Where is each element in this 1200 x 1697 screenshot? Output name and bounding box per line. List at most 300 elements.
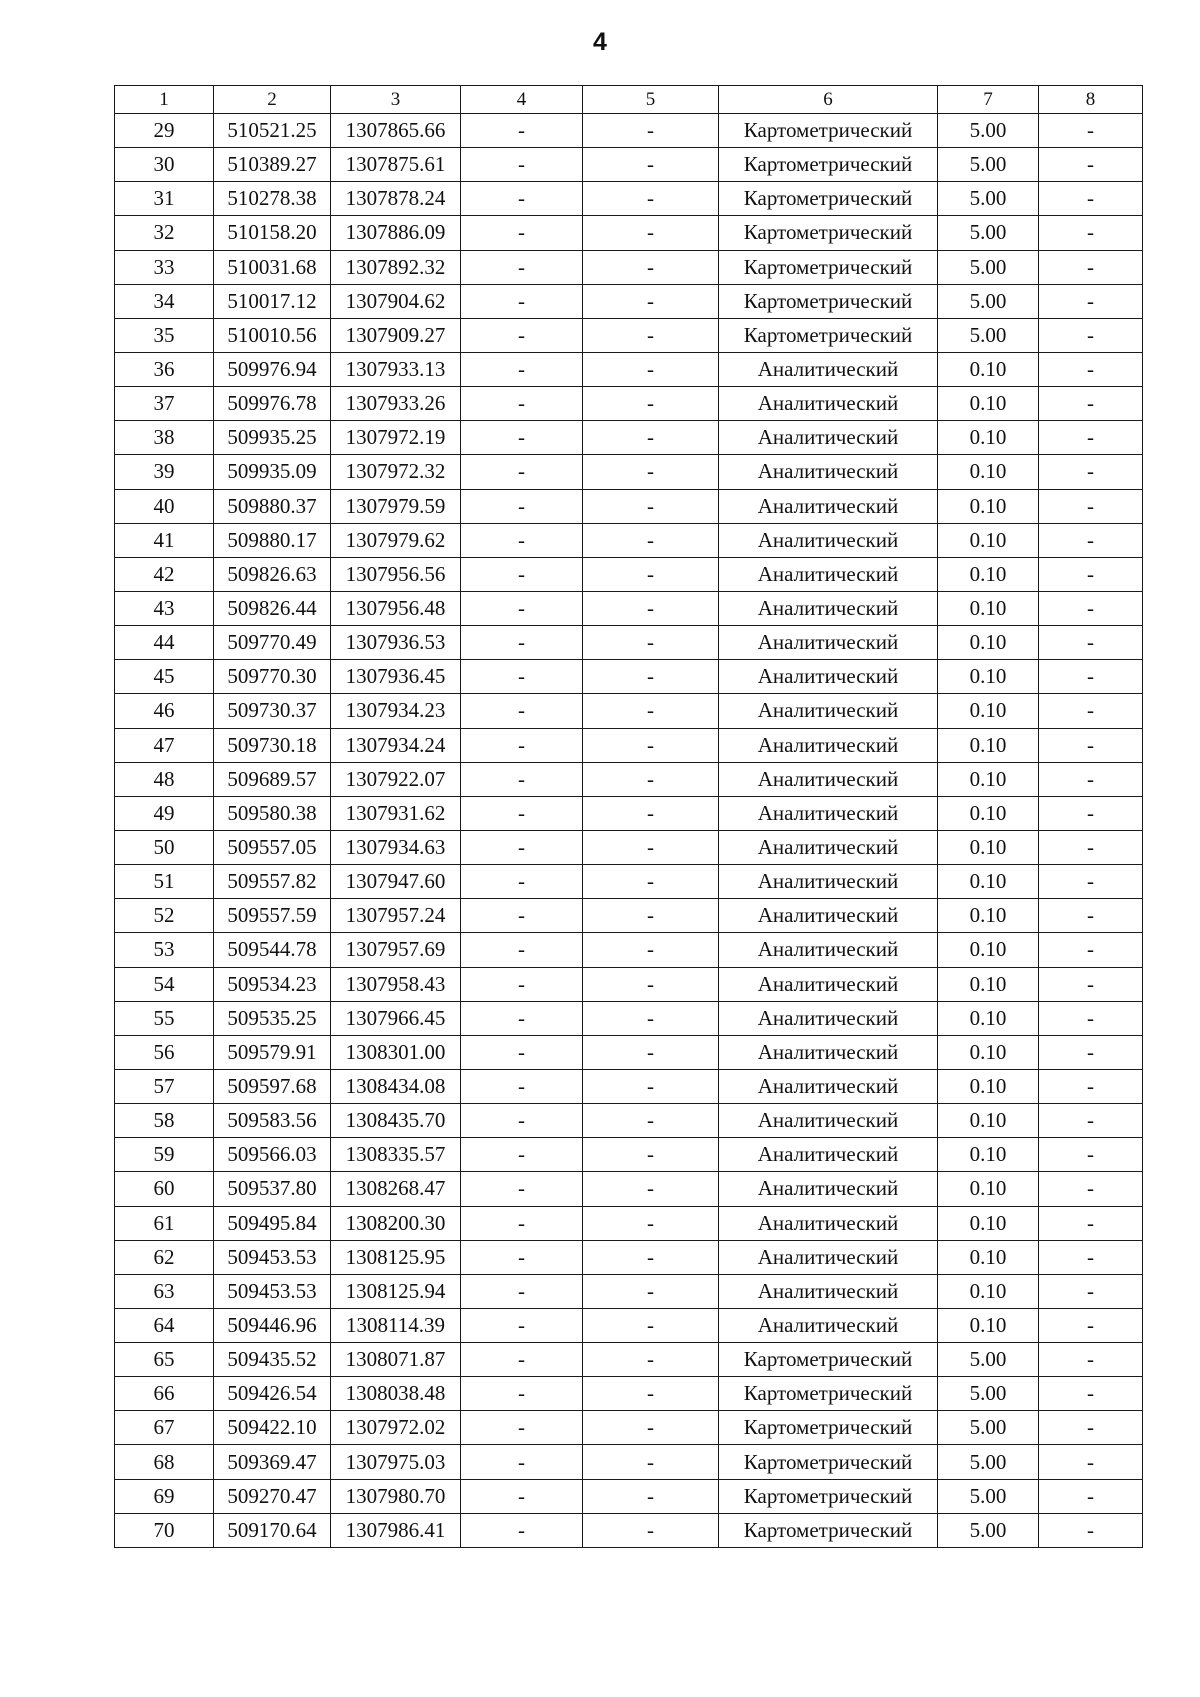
- method-cell: Картометрический: [719, 1445, 938, 1479]
- table-row: [115, 1001, 1143, 1035]
- col5-cell: -: [583, 523, 719, 557]
- col8-cell: -: [1039, 489, 1143, 523]
- col4-cell: -: [461, 182, 583, 216]
- x-coordinate-cell: 509730.37: [214, 694, 331, 728]
- method-cell: Картометрический: [719, 1343, 938, 1377]
- table-row: [115, 899, 1143, 933]
- col5-cell: -: [583, 1411, 719, 1445]
- col8-cell: -: [1039, 762, 1143, 796]
- col4-cell: -: [461, 1343, 583, 1377]
- method-cell: Аналитический: [719, 352, 938, 386]
- col5-cell: -: [583, 489, 719, 523]
- point-number-cell: 42: [115, 557, 214, 591]
- accuracy-cell: 0.10: [938, 1104, 1039, 1138]
- method-cell: Аналитический: [719, 523, 938, 557]
- method-cell: Аналитический: [719, 1172, 938, 1206]
- table-row: [115, 1445, 1143, 1479]
- method-cell: Аналитический: [719, 1206, 938, 1240]
- method-cell: Картометрический: [719, 114, 938, 148]
- point-number-cell: 57: [115, 1069, 214, 1103]
- x-coordinate-cell: 510017.12: [214, 284, 331, 318]
- y-coordinate-cell: 1307947.60: [331, 865, 461, 899]
- y-coordinate-cell: 1308038.48: [331, 1377, 461, 1411]
- y-coordinate-cell: 1307957.24: [331, 899, 461, 933]
- method-cell: Аналитический: [719, 694, 938, 728]
- y-coordinate-cell: 1307934.23: [331, 694, 461, 728]
- accuracy-cell: 0.10: [938, 830, 1039, 864]
- col5-cell: -: [583, 284, 719, 318]
- col8-cell: -: [1039, 626, 1143, 660]
- table-row: [115, 421, 1143, 455]
- x-coordinate-cell: 509426.54: [214, 1377, 331, 1411]
- col8-cell: -: [1039, 216, 1143, 250]
- accuracy-cell: 0.10: [938, 933, 1039, 967]
- col5-cell: -: [583, 728, 719, 762]
- col4-cell: -: [461, 523, 583, 557]
- col4-cell: -: [461, 1138, 583, 1172]
- table-row: [115, 1104, 1143, 1138]
- accuracy-cell: 0.10: [938, 899, 1039, 933]
- col8-cell: -: [1039, 1069, 1143, 1103]
- col8-cell: -: [1039, 933, 1143, 967]
- point-number-cell: 51: [115, 865, 214, 899]
- col5-cell: -: [583, 557, 719, 591]
- col8-cell: -: [1039, 1411, 1143, 1445]
- accuracy-cell: 0.10: [938, 1035, 1039, 1069]
- col8-cell: -: [1039, 1138, 1143, 1172]
- point-number-cell: 39: [115, 455, 214, 489]
- y-coordinate-cell: 1308125.94: [331, 1274, 461, 1308]
- accuracy-cell: 5.00: [938, 216, 1039, 250]
- method-cell: Аналитический: [719, 591, 938, 625]
- x-coordinate-cell: 509880.37: [214, 489, 331, 523]
- point-number-cell: 61: [115, 1206, 214, 1240]
- accuracy-cell: 0.10: [938, 728, 1039, 762]
- page-number: 4: [593, 28, 607, 56]
- y-coordinate-cell: 1307865.66: [331, 114, 461, 148]
- column-header: 7: [938, 86, 1039, 114]
- table-row: [115, 728, 1143, 762]
- y-coordinate-cell: 1307931.62: [331, 796, 461, 830]
- col5-cell: -: [583, 387, 719, 421]
- y-coordinate-cell: 1307957.69: [331, 933, 461, 967]
- col5-cell: -: [583, 1001, 719, 1035]
- col8-cell: -: [1039, 694, 1143, 728]
- col5-cell: -: [583, 830, 719, 864]
- point-number-cell: 58: [115, 1104, 214, 1138]
- method-cell: Аналитический: [719, 489, 938, 523]
- col5-cell: -: [583, 250, 719, 284]
- table-row: [115, 1138, 1143, 1172]
- point-number-cell: 67: [115, 1411, 214, 1445]
- col8-cell: -: [1039, 830, 1143, 864]
- point-number-cell: 45: [115, 660, 214, 694]
- method-cell: Картометрический: [719, 284, 938, 318]
- x-coordinate-cell: 509976.94: [214, 352, 331, 386]
- point-number-cell: 49: [115, 796, 214, 830]
- x-coordinate-cell: 509935.09: [214, 455, 331, 489]
- col5-cell: -: [583, 182, 719, 216]
- x-coordinate-cell: 509170.64: [214, 1513, 331, 1547]
- accuracy-cell: 5.00: [938, 114, 1039, 148]
- col4-cell: -: [461, 899, 583, 933]
- method-cell: Аналитический: [719, 1138, 938, 1172]
- col4-cell: -: [461, 1104, 583, 1138]
- accuracy-cell: 0.10: [938, 387, 1039, 421]
- col5-cell: -: [583, 1240, 719, 1274]
- col8-cell: -: [1039, 1274, 1143, 1308]
- table-row: [115, 694, 1143, 728]
- y-coordinate-cell: 1308301.00: [331, 1035, 461, 1069]
- col8-cell: -: [1039, 1206, 1143, 1240]
- accuracy-cell: 0.10: [938, 796, 1039, 830]
- point-number-cell: 47: [115, 728, 214, 762]
- accuracy-cell: 0.10: [938, 865, 1039, 899]
- x-coordinate-cell: 509453.53: [214, 1240, 331, 1274]
- table-row: [115, 1069, 1143, 1103]
- point-number-cell: 37: [115, 387, 214, 421]
- column-header: 6: [719, 86, 938, 114]
- method-cell: Аналитический: [719, 865, 938, 899]
- col8-cell: -: [1039, 182, 1143, 216]
- table-row: [115, 216, 1143, 250]
- col5-cell: -: [583, 1343, 719, 1377]
- col8-cell: -: [1039, 796, 1143, 830]
- col5-cell: -: [583, 694, 719, 728]
- col8-cell: -: [1039, 523, 1143, 557]
- col4-cell: -: [461, 1240, 583, 1274]
- y-coordinate-cell: 1307886.09: [331, 216, 461, 250]
- table-row: [115, 182, 1143, 216]
- col5-cell: -: [583, 967, 719, 1001]
- col8-cell: -: [1039, 1240, 1143, 1274]
- x-coordinate-cell: 509369.47: [214, 1445, 331, 1479]
- col4-cell: -: [461, 352, 583, 386]
- x-coordinate-cell: 509689.57: [214, 762, 331, 796]
- table-row: [115, 250, 1143, 284]
- x-coordinate-cell: 509566.03: [214, 1138, 331, 1172]
- accuracy-cell: 0.10: [938, 967, 1039, 1001]
- col8-cell: -: [1039, 967, 1143, 1001]
- x-coordinate-cell: 510521.25: [214, 114, 331, 148]
- method-cell: Картометрический: [719, 216, 938, 250]
- table-row: [115, 318, 1143, 352]
- point-number-cell: 34: [115, 284, 214, 318]
- x-coordinate-cell: 509270.47: [214, 1479, 331, 1513]
- x-coordinate-cell: 509495.84: [214, 1206, 331, 1240]
- accuracy-cell: 0.10: [938, 421, 1039, 455]
- col8-cell: -: [1039, 728, 1143, 762]
- accuracy-cell: 5.00: [938, 1343, 1039, 1377]
- col4-cell: -: [461, 933, 583, 967]
- table-row: [115, 1035, 1143, 1069]
- y-coordinate-cell: 1308268.47: [331, 1172, 461, 1206]
- col4-cell: -: [461, 626, 583, 660]
- col4-cell: -: [461, 1069, 583, 1103]
- col5-cell: -: [583, 1035, 719, 1069]
- method-cell: Аналитический: [719, 626, 938, 660]
- accuracy-cell: 5.00: [938, 182, 1039, 216]
- col4-cell: -: [461, 1479, 583, 1513]
- point-number-cell: 46: [115, 694, 214, 728]
- accuracy-cell: 5.00: [938, 318, 1039, 352]
- col5-cell: -: [583, 933, 719, 967]
- table-row: [115, 1411, 1143, 1445]
- method-cell: Аналитический: [719, 557, 938, 591]
- method-cell: Аналитический: [719, 796, 938, 830]
- table-row: [115, 114, 1143, 148]
- method-cell: Аналитический: [719, 830, 938, 864]
- y-coordinate-cell: 1307904.62: [331, 284, 461, 318]
- method-cell: Аналитический: [719, 967, 938, 1001]
- col4-cell: -: [461, 421, 583, 455]
- accuracy-cell: 0.10: [938, 1274, 1039, 1308]
- x-coordinate-cell: 509826.44: [214, 591, 331, 625]
- col4-cell: -: [461, 1001, 583, 1035]
- col8-cell: -: [1039, 352, 1143, 386]
- y-coordinate-cell: 1307936.53: [331, 626, 461, 660]
- x-coordinate-cell: 509976.78: [214, 387, 331, 421]
- method-cell: Аналитический: [719, 1274, 938, 1308]
- x-coordinate-cell: 510389.27: [214, 148, 331, 182]
- y-coordinate-cell: 1307956.48: [331, 591, 461, 625]
- table-row: [115, 455, 1143, 489]
- col5-cell: -: [583, 1206, 719, 1240]
- table-row: [115, 557, 1143, 591]
- x-coordinate-cell: 509880.17: [214, 523, 331, 557]
- method-cell: Аналитический: [719, 1035, 938, 1069]
- table-row: [115, 1274, 1143, 1308]
- point-number-cell: 38: [115, 421, 214, 455]
- table-row: [115, 1513, 1143, 1547]
- col4-cell: -: [461, 1411, 583, 1445]
- col8-cell: -: [1039, 591, 1143, 625]
- col8-cell: -: [1039, 1377, 1143, 1411]
- y-coordinate-cell: 1307972.19: [331, 421, 461, 455]
- table-row: [115, 933, 1143, 967]
- table-row: [115, 762, 1143, 796]
- method-cell: Аналитический: [719, 421, 938, 455]
- y-coordinate-cell: 1307975.03: [331, 1445, 461, 1479]
- col5-cell: -: [583, 1445, 719, 1479]
- method-cell: Аналитический: [719, 660, 938, 694]
- col4-cell: -: [461, 728, 583, 762]
- col8-cell: -: [1039, 1035, 1143, 1069]
- point-number-cell: 48: [115, 762, 214, 796]
- col8-cell: -: [1039, 1308, 1143, 1342]
- table-row: [115, 1377, 1143, 1411]
- method-cell: Картометрический: [719, 148, 938, 182]
- col5-cell: -: [583, 762, 719, 796]
- x-coordinate-cell: 509826.63: [214, 557, 331, 591]
- col5-cell: -: [583, 1274, 719, 1308]
- col4-cell: -: [461, 1513, 583, 1547]
- table-row: [115, 284, 1143, 318]
- method-cell: Картометрический: [719, 1479, 938, 1513]
- accuracy-cell: 0.10: [938, 626, 1039, 660]
- col4-cell: -: [461, 796, 583, 830]
- col8-cell: -: [1039, 284, 1143, 318]
- point-number-cell: 44: [115, 626, 214, 660]
- col8-cell: -: [1039, 1172, 1143, 1206]
- column-header: 3: [331, 86, 461, 114]
- accuracy-cell: 5.00: [938, 250, 1039, 284]
- table-row: [115, 591, 1143, 625]
- y-coordinate-cell: 1307936.45: [331, 660, 461, 694]
- y-coordinate-cell: 1307972.02: [331, 1411, 461, 1445]
- accuracy-cell: 5.00: [938, 148, 1039, 182]
- point-number-cell: 55: [115, 1001, 214, 1035]
- table-row: [115, 865, 1143, 899]
- accuracy-cell: 5.00: [938, 1445, 1039, 1479]
- point-number-cell: 56: [115, 1035, 214, 1069]
- x-coordinate-cell: 510278.38: [214, 182, 331, 216]
- col4-cell: -: [461, 1377, 583, 1411]
- method-cell: Картометрический: [719, 250, 938, 284]
- y-coordinate-cell: 1307933.26: [331, 387, 461, 421]
- accuracy-cell: 0.10: [938, 1308, 1039, 1342]
- accuracy-cell: 0.10: [938, 557, 1039, 591]
- accuracy-cell: 0.10: [938, 1240, 1039, 1274]
- x-coordinate-cell: 509446.96: [214, 1308, 331, 1342]
- col8-cell: -: [1039, 1001, 1143, 1035]
- point-number-cell: 30: [115, 148, 214, 182]
- col8-cell: -: [1039, 421, 1143, 455]
- col4-cell: -: [461, 557, 583, 591]
- point-number-cell: 35: [115, 318, 214, 352]
- point-number-cell: 66: [115, 1377, 214, 1411]
- y-coordinate-cell: 1308434.08: [331, 1069, 461, 1103]
- col8-cell: -: [1039, 455, 1143, 489]
- col8-cell: -: [1039, 660, 1143, 694]
- method-cell: Аналитический: [719, 762, 938, 796]
- col5-cell: -: [583, 626, 719, 660]
- x-coordinate-cell: 509597.68: [214, 1069, 331, 1103]
- accuracy-cell: 0.10: [938, 523, 1039, 557]
- method-cell: Аналитический: [719, 899, 938, 933]
- col8-cell: -: [1039, 865, 1143, 899]
- accuracy-cell: 0.10: [938, 1069, 1039, 1103]
- col5-cell: -: [583, 216, 719, 250]
- point-number-cell: 70: [115, 1513, 214, 1547]
- accuracy-cell: 0.10: [938, 591, 1039, 625]
- col4-cell: -: [461, 250, 583, 284]
- y-coordinate-cell: 1307958.43: [331, 967, 461, 1001]
- y-coordinate-cell: 1307922.07: [331, 762, 461, 796]
- col8-cell: -: [1039, 899, 1143, 933]
- y-coordinate-cell: 1307875.61: [331, 148, 461, 182]
- col4-cell: -: [461, 1206, 583, 1240]
- y-coordinate-cell: 1307980.70: [331, 1479, 461, 1513]
- method-cell: Картометрический: [719, 1513, 938, 1547]
- method-cell: Аналитический: [719, 933, 938, 967]
- y-coordinate-cell: 1307966.45: [331, 1001, 461, 1035]
- y-coordinate-cell: 1308114.39: [331, 1308, 461, 1342]
- col5-cell: -: [583, 1513, 719, 1547]
- col5-cell: -: [583, 148, 719, 182]
- table-row: [115, 1343, 1143, 1377]
- header-row: [115, 86, 1143, 114]
- col5-cell: -: [583, 1172, 719, 1206]
- y-coordinate-cell: 1308125.95: [331, 1240, 461, 1274]
- accuracy-cell: 5.00: [938, 284, 1039, 318]
- col4-cell: -: [461, 1308, 583, 1342]
- point-number-cell: 43: [115, 591, 214, 625]
- col4-cell: -: [461, 1172, 583, 1206]
- y-coordinate-cell: 1307986.41: [331, 1513, 461, 1547]
- y-coordinate-cell: 1308335.57: [331, 1138, 461, 1172]
- accuracy-cell: 0.10: [938, 660, 1039, 694]
- point-number-cell: 59: [115, 1138, 214, 1172]
- col5-cell: -: [583, 865, 719, 899]
- x-coordinate-cell: 510158.20: [214, 216, 331, 250]
- method-cell: Аналитический: [719, 1104, 938, 1138]
- col5-cell: -: [583, 421, 719, 455]
- accuracy-cell: 5.00: [938, 1513, 1039, 1547]
- col8-cell: -: [1039, 1104, 1143, 1138]
- table-row: [115, 660, 1143, 694]
- table-row: [115, 148, 1143, 182]
- x-coordinate-cell: 509935.25: [214, 421, 331, 455]
- col4-cell: -: [461, 660, 583, 694]
- col4-cell: -: [461, 1445, 583, 1479]
- table-row: [115, 1479, 1143, 1513]
- y-coordinate-cell: 1307878.24: [331, 182, 461, 216]
- point-number-cell: 36: [115, 352, 214, 386]
- col4-cell: -: [461, 148, 583, 182]
- x-coordinate-cell: 509422.10: [214, 1411, 331, 1445]
- x-coordinate-cell: 510031.68: [214, 250, 331, 284]
- col8-cell: -: [1039, 387, 1143, 421]
- accuracy-cell: 0.10: [938, 1172, 1039, 1206]
- accuracy-cell: 5.00: [938, 1411, 1039, 1445]
- table-row: [115, 830, 1143, 864]
- accuracy-cell: 0.10: [938, 694, 1039, 728]
- x-coordinate-cell: 509579.91: [214, 1035, 331, 1069]
- accuracy-cell: 5.00: [938, 1479, 1039, 1513]
- col8-cell: -: [1039, 114, 1143, 148]
- x-coordinate-cell: 509730.18: [214, 728, 331, 762]
- col8-cell: -: [1039, 148, 1143, 182]
- col5-cell: -: [583, 318, 719, 352]
- point-number-cell: 52: [115, 899, 214, 933]
- x-coordinate-cell: 509557.82: [214, 865, 331, 899]
- col5-cell: -: [583, 352, 719, 386]
- x-coordinate-cell: 509534.23: [214, 967, 331, 1001]
- method-cell: Аналитический: [719, 728, 938, 762]
- table-row: [115, 1172, 1143, 1206]
- col5-cell: -: [583, 1308, 719, 1342]
- y-coordinate-cell: 1308200.30: [331, 1206, 461, 1240]
- point-number-cell: 31: [115, 182, 214, 216]
- table-body: [115, 114, 1143, 1548]
- method-cell: Картометрический: [719, 1377, 938, 1411]
- table-row: [115, 387, 1143, 421]
- y-coordinate-cell: 1307956.56: [331, 557, 461, 591]
- point-number-cell: 41: [115, 523, 214, 557]
- method-cell: Картометрический: [719, 182, 938, 216]
- col8-cell: -: [1039, 318, 1143, 352]
- col4-cell: -: [461, 489, 583, 523]
- col4-cell: -: [461, 455, 583, 489]
- table-row: [115, 1206, 1143, 1240]
- table-row: [115, 626, 1143, 660]
- point-number-cell: 68: [115, 1445, 214, 1479]
- x-coordinate-cell: 509583.56: [214, 1104, 331, 1138]
- x-coordinate-cell: 509537.80: [214, 1172, 331, 1206]
- accuracy-cell: 0.10: [938, 1001, 1039, 1035]
- col5-cell: -: [583, 1479, 719, 1513]
